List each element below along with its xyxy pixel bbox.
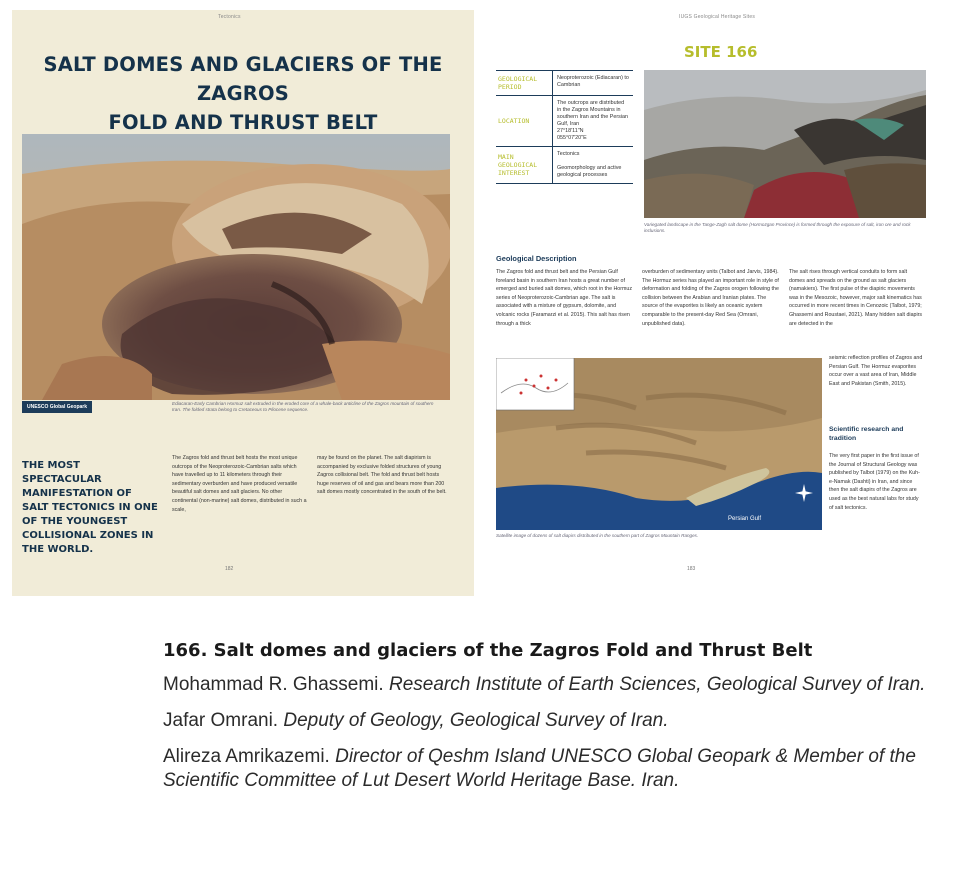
author-affiliation: Deputy of Geology, Geological Survey of Iran. — [283, 710, 669, 731]
author-name: Mohammad R. Ghassemi. — [163, 674, 384, 695]
info-label: GEOLOGICAL PERIOD — [496, 71, 553, 95]
body-column-3b: seismic reflection profiles of Zagros and Persian Gulf. The Hormuz evaporites occur over a vast area of Iran, Middle East and Pakistan (Smith, 2015). — [829, 355, 923, 387]
section-title: Geological Description — [496, 254, 577, 263]
author-name: Jafar Omrani. — [163, 710, 279, 731]
entry-heading: 166. Salt domes and glaciers of the Zagros Fold and Thrust Belt — [163, 640, 813, 661]
author-name: Alireza Amrikazemi. — [163, 746, 330, 767]
photo-caption: Variegated landscape in the Tange-Zagh salt dome (Hormozgan Province) is formed through the exposure of salt, iron ore and rock inclusions. — [644, 222, 911, 233]
book-spread — [12, 10, 925, 596]
site-number: SITE 166 — [684, 43, 758, 61]
map-label: Persian Gulf — [728, 516, 762, 522]
info-row-location — [496, 96, 633, 147]
running-header: IUGS Geological Heritage Sites — [679, 14, 756, 20]
info-label: LOCATION — [496, 96, 553, 146]
info-value: Neoproterozoic (Ediacaran) to Cambrian — [557, 75, 629, 88]
satellite-map-image — [496, 358, 822, 530]
author-entry — [163, 673, 943, 697]
info-row-interest — [496, 147, 633, 184]
map-caption: Satellite image of dozens of salt diapirs distributed in the southern part of Zagros Mountain Ranges. — [496, 533, 699, 538]
title-line-2: FOLD AND THRUST BELT — [108, 111, 378, 134]
page-number: 182 — [225, 566, 234, 572]
body-column-2: may be found on the planet. The salt diapirism is accompanied by exclusive folded structures of young Zagros collisional belt. The fold and thrust belt hosts huge reserves of oil and gas and bears more than 200 salt domes mostly concentrated in the south of the belt. — [317, 455, 447, 496]
salt-dome-aerial-image — [22, 134, 450, 400]
salt-dome-photo — [22, 134, 450, 400]
body-column-3: The salt rises through vertical conduits to form salt domes and spreads on the ground as salt glaciers (namakiers). The first pulse of the diapiric movements was in the Mesozoic, however, major salt kinematics has occurred in more recent times in Cenozoic (Talbot, 1979; Ghassemi and Roustaei, 2021). Many hidden salt diapirs are detected in the — [789, 269, 923, 327]
landscape-photo — [644, 70, 926, 218]
body-column-1: The Zagros fold and thrust belt and the Persian Gulf foreland basin in southern Iran hosts a great number of emerged and buried salt domes, which root in the Hormuz series of Neoproterozoic-Cambrian age. The salt is associated with a mixture of gypsum, dolomite, and volcanic rocks (Faramarzi et al. 2015). This salt has risen through a thick — [496, 269, 633, 327]
info-row-period — [496, 71, 633, 96]
entry-summary — [163, 640, 943, 793]
page-number: 183 — [687, 566, 696, 572]
info-value: The outcrops are distributed in the Zagros Mountains in southern Iran and the Persian Gulf, Iran 27°18'11"N 055°07'20"E — [557, 100, 629, 141]
right-page — [474, 10, 925, 596]
photo-caption: Ediacaran-Early Cambrian Hormuz salt extruded in the eroded core of a whale-back anticline of the Zagros mountain of southern Iran. The folded strata belong to Cretaceous to Pliocene sequence. — [172, 401, 434, 412]
author-affiliation: Director of Qeshm Island UNESCO Global Geopark & Member of the Scientific Committee of Lut Desert World Heritage Base. Iran. — [163, 746, 916, 791]
title-line-1: SALT DOMES AND GLACIERS OF THE ZAGROS — [43, 53, 443, 105]
info-value: Tectonics Geomorphology and active geological processes — [557, 151, 622, 178]
info-table — [496, 70, 633, 184]
variegated-landscape-image — [644, 70, 926, 218]
satellite-map — [496, 358, 822, 530]
left-page — [12, 10, 474, 596]
unesco-geopark-badge: UNESCO Global Geopark — [22, 401, 92, 413]
author-entry — [163, 709, 943, 733]
section-title: Scientific research and tradition — [829, 426, 904, 442]
pull-quote: THE MOST SPECTACULAR MANIFESTATION OF SALT TECTONICS IN ONE OF THE YOUNGEST COLLISIONAL ZONES IN THE WORLD. — [22, 460, 158, 555]
author-affiliation: Research Institute of Earth Sciences, Geological Survey of Iran. — [388, 674, 926, 695]
inset-map — [496, 358, 574, 410]
body-column-2: overburden of sedimentary units (Talbot and Jarvis, 1984). The Hormuz series has played an important role in style of deformation and folding of the Zagros orogen following the collision between the Arabian and Iranian plates. The source of the evaporites is likely an oceanic system comparable to the present-day Red Sea (Omrani, unpublished data). — [642, 269, 779, 327]
info-label: MAIN GEOLOGICAL INTEREST — [496, 147, 553, 183]
body-column-3c: The very first paper in the first issue of the Journal of Structural Geology was published by Talbot (1979) on the Kuh-e-Namak (Dashti) in Iran, and since then the salt diapirs of the Zagros are used as the best natural labs for study of salt tectonics. — [829, 453, 920, 511]
running-header: Tectonics — [218, 14, 241, 20]
body-column-1: The Zagros fold and thrust belt hosts the most unique outcrops of the Neoproterozoic-Cambrian salts which have travelled up to 11 kilometers through their sedimentary overburden and have produced versatile beautiful salt domes and salt glaciers. No other continental (non-marine) salt domes, distributed in such a scale, — [172, 455, 307, 513]
author-entry — [163, 745, 943, 793]
